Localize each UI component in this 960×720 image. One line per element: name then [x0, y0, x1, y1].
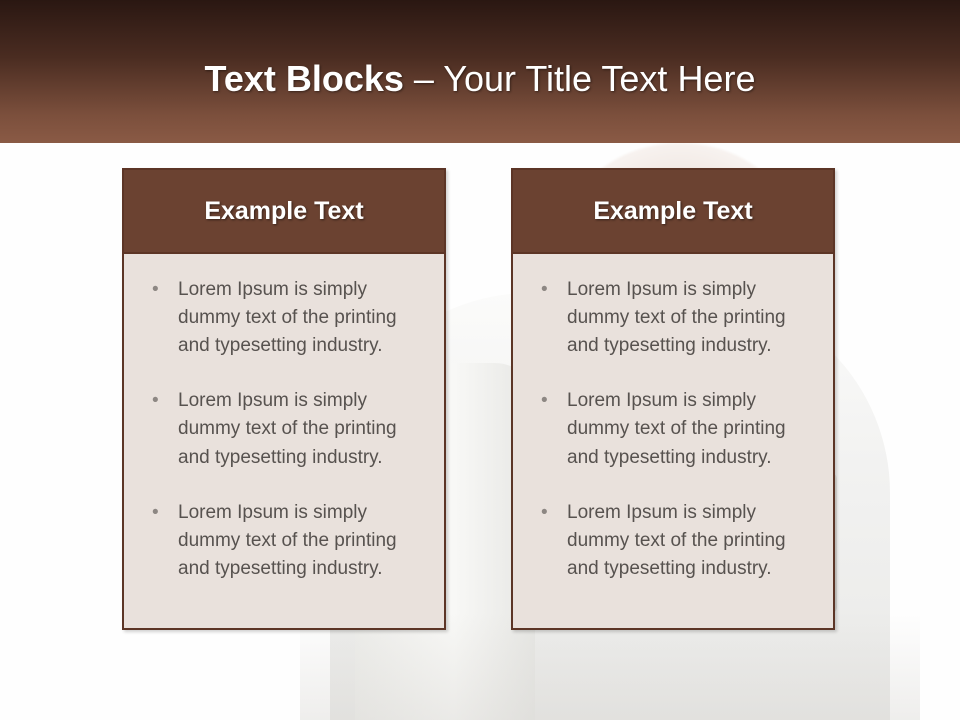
card-2-header [513, 170, 833, 254]
card-1-body [124, 254, 444, 583]
title-strong: Text Blocks [204, 57, 404, 99]
list-item-text: Lorem Ipsum is simply dummy text of the printing and typesetting industry. [178, 390, 397, 468]
card-2-bullet-list [527, 276, 815, 583]
list-item [527, 499, 815, 583]
bullet-icon: • [152, 279, 159, 300]
list-item-text: Lorem Ipsum is simply dummy text of the printing and typesetting industry. [567, 390, 786, 468]
card-1-header [124, 170, 444, 254]
bullet-icon: • [152, 390, 159, 412]
card-2-heading: Example Text [593, 196, 753, 225]
slide-header [0, 0, 960, 143]
bullet-icon: • [541, 501, 548, 523]
page-title [205, 59, 756, 99]
list-item [527, 276, 815, 360]
bullet-icon: • [541, 390, 548, 412]
card-2-body [513, 254, 833, 583]
list-item-text: Lorem Ipsum is simply dummy text of the printing and typesetting industry. [567, 279, 786, 357]
text-block-card-2 [511, 168, 835, 630]
list-item-text: Lorem Ipsum is simply dummy text of the printing and typesetting industry. [178, 279, 397, 357]
card-1-bullet-list [138, 276, 426, 583]
list-item [527, 387, 815, 471]
list-item [138, 499, 426, 583]
list-item [138, 276, 426, 360]
list-item [138, 387, 426, 471]
list-item-text: Lorem Ipsum is simply dummy text of the printing and typesetting industry. [178, 501, 397, 579]
card-1-heading: Example Text [204, 196, 364, 225]
content-columns [0, 143, 960, 720]
bullet-icon: • [152, 501, 159, 523]
bullet-icon: • [541, 279, 548, 300]
text-block-card-1 [122, 168, 446, 630]
title-light: Your Title Text Here [443, 57, 756, 99]
list-item-text: Lorem Ipsum is simply dummy text of the printing and typesetting industry. [567, 501, 786, 579]
title-separator: – [403, 57, 444, 99]
